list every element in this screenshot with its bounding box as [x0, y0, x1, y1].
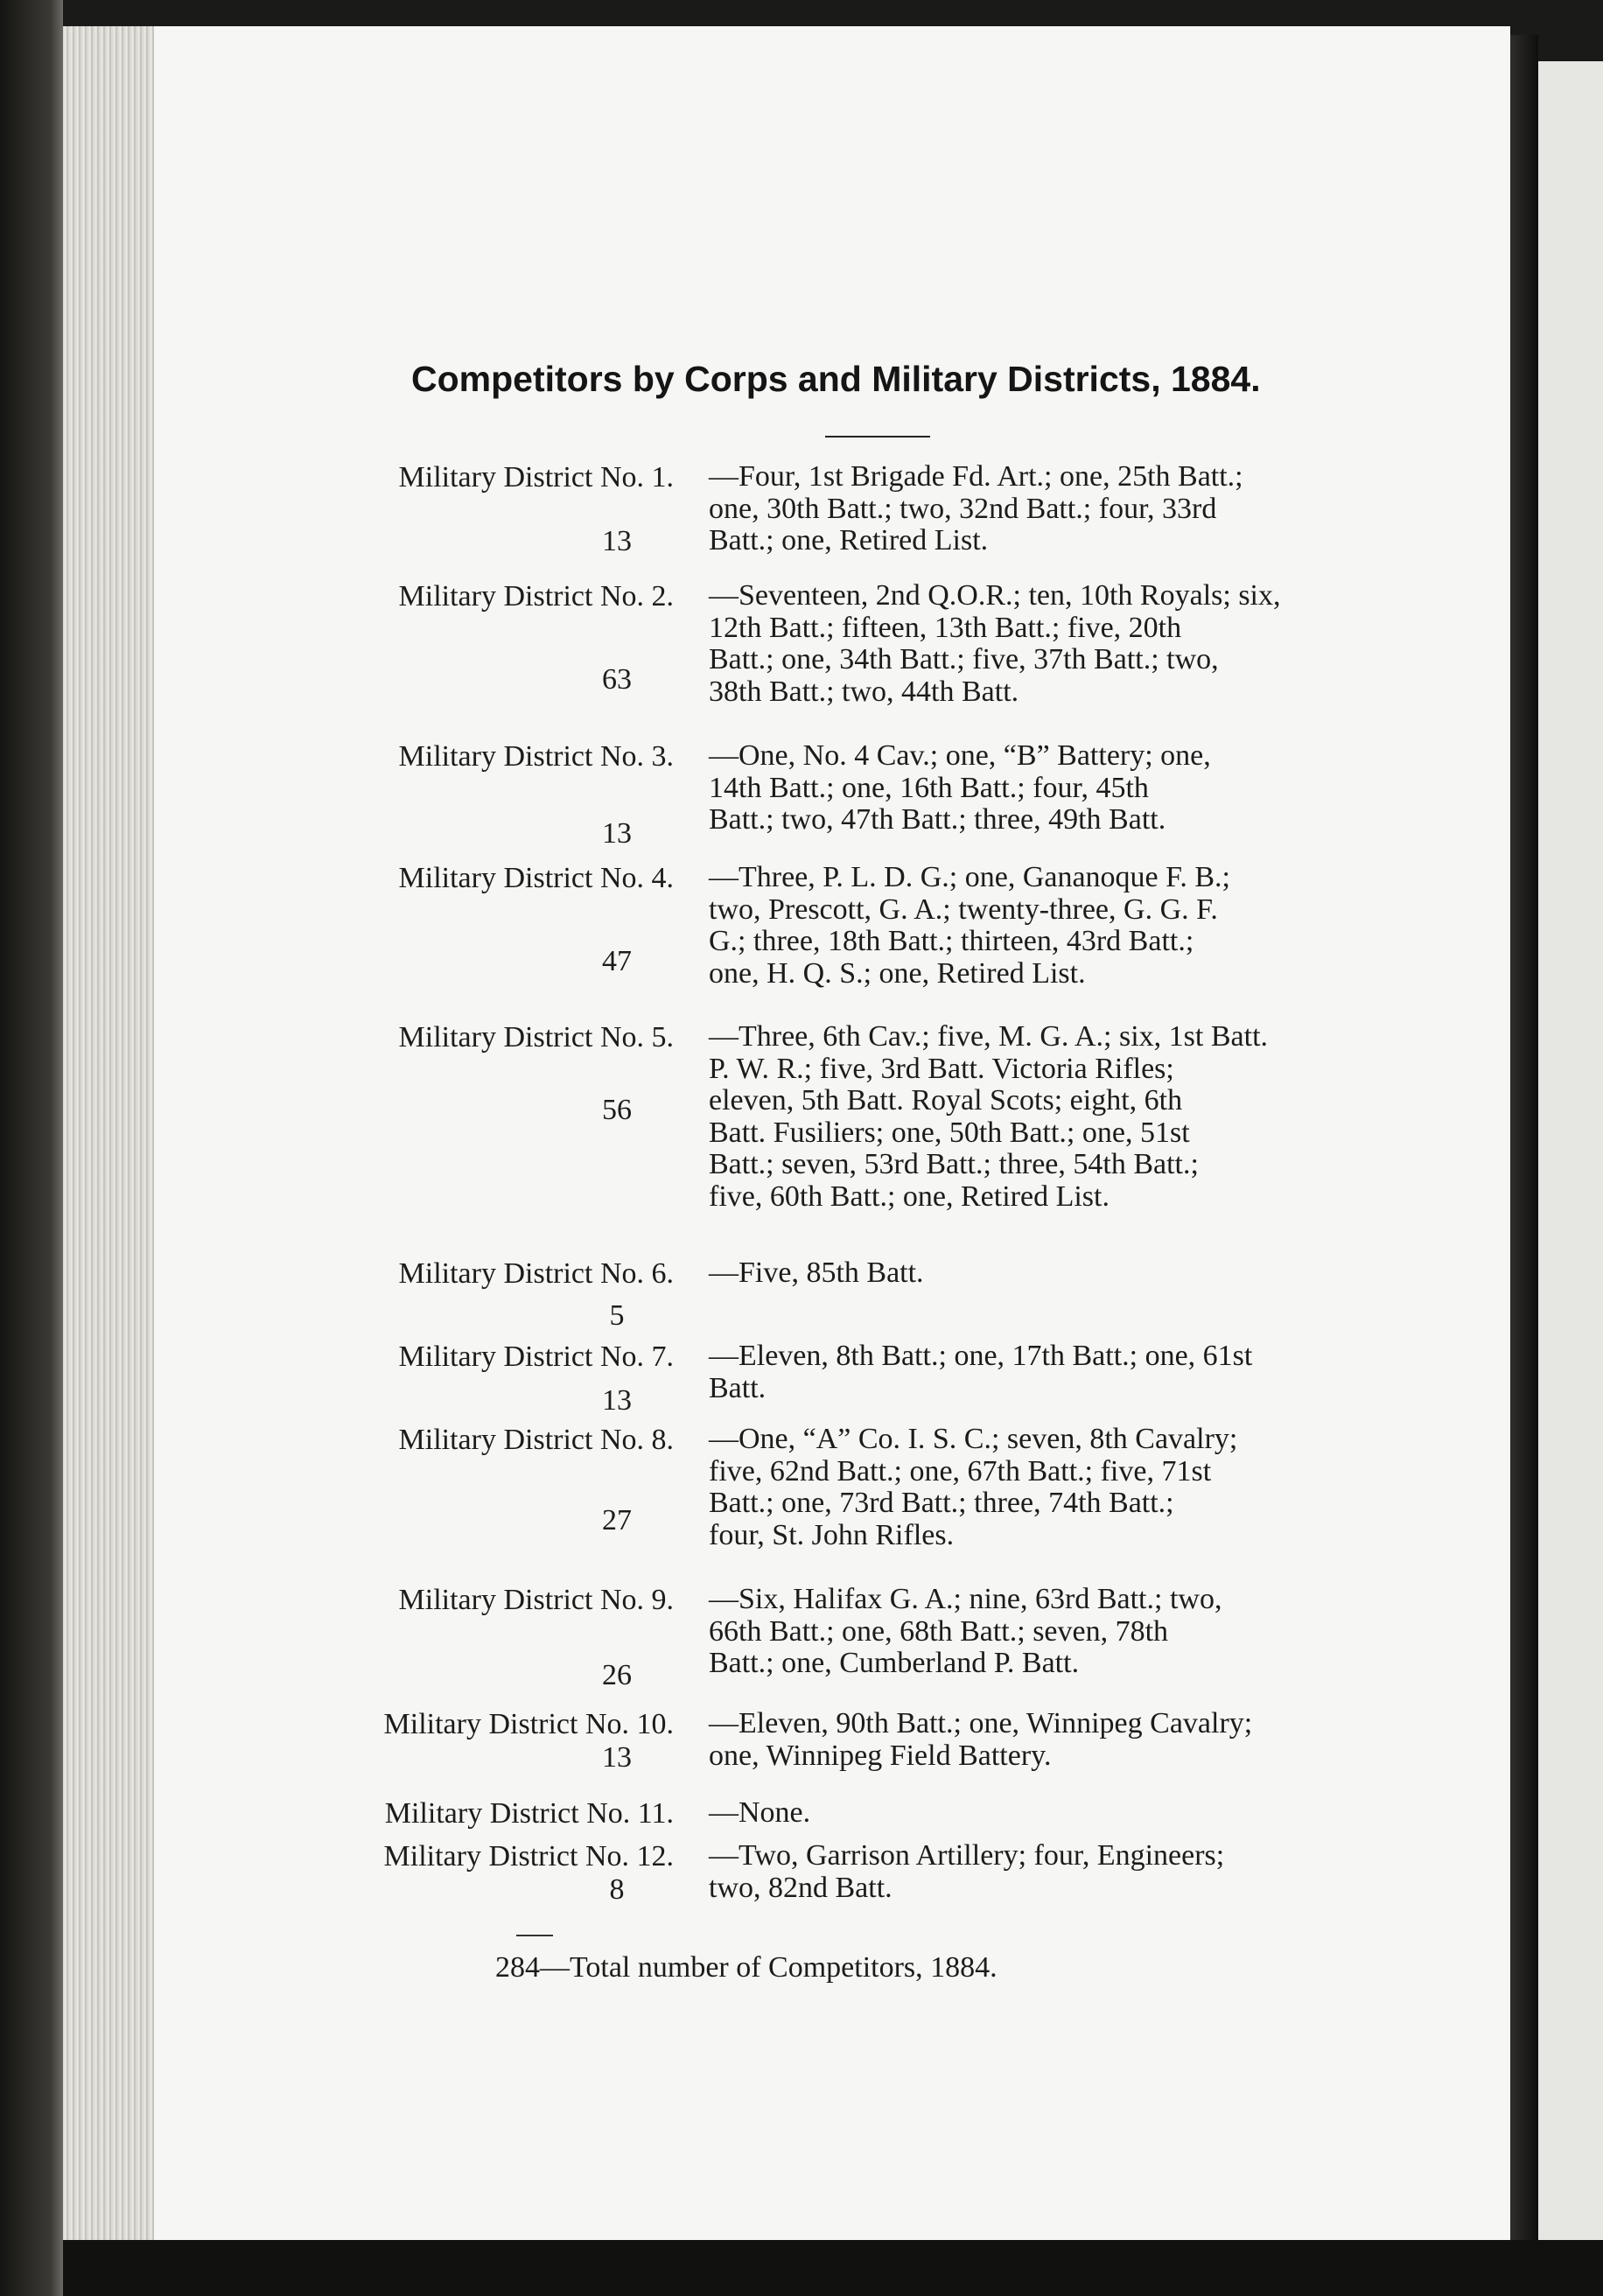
description-line: —One, “A” Co. I. S. C.; seven, 8th Cavalry;: [709, 1423, 1238, 1455]
description-line: Batt.; one, Retired List.: [709, 524, 989, 556]
district-label: Military District No. 2.: [398, 580, 674, 612]
description-line: —Eleven, 90th Batt.; one, Winnipeg Cavalry;: [709, 1707, 1253, 1740]
district-description: [709, 1424, 1409, 1551]
description-line: —None.: [709, 1796, 811, 1829]
district-label: Military District No. 12.: [383, 1840, 674, 1872]
district-entry: [262, 460, 1418, 557]
district-label: Military District No. 8.: [398, 1424, 674, 1456]
description-line: four, St. John Rifles.: [709, 1518, 955, 1551]
competitor-count: 13: [602, 1384, 632, 1417]
district-description: [709, 1340, 1409, 1404]
competitor-count: 13: [602, 1741, 632, 1774]
district-label: Military District No. 1.: [398, 461, 674, 494]
district-entry: [262, 1707, 1418, 1774]
district-description: [709, 862, 1409, 990]
district-label: Military District No. 10.: [383, 1708, 674, 1740]
description-line: Batt.: [709, 1371, 766, 1404]
description-line: one, Winnipeg Field Battery.: [709, 1739, 1052, 1772]
description-line: —Three, P. L. D. G.; one, Gananoque F. B.;: [709, 861, 1230, 893]
description-line: five, 62nd Batt.; one, 67th Batt.; five, 71st: [709, 1454, 1212, 1488]
description-line: eleven, 5th Batt. Royal Scots; eight, 6th: [709, 1084, 1183, 1116]
district-entry: [262, 579, 1418, 708]
description-line: G.; three, 18th Batt.; thirteen, 43rd Batt.;: [709, 925, 1194, 957]
description-line: 14th Batt.; one, 16th Batt.; four, 45th: [709, 771, 1149, 804]
description-line: two, Prescott, G. A.; twenty-three, G. G. F.: [709, 892, 1218, 926]
description-line: —Six, Halifax G. A.; nine, 63rd Batt.; two,: [709, 1583, 1222, 1615]
total-line: 284—Total number of Competitors, 1884.: [495, 1951, 998, 1984]
district-label: Military District No. 9.: [398, 1584, 674, 1616]
competitor-count: 63: [602, 663, 632, 696]
description-line: five, 60th Batt.; one, Retired List.: [709, 1180, 1110, 1213]
district-entry: [262, 1796, 1418, 1830]
district-entry: [262, 861, 1418, 990]
district-entry: [262, 1340, 1418, 1417]
description-line: Batt.; two, 47th Batt.; three, 49th Batt.: [709, 803, 1166, 836]
district-description: [709, 461, 1409, 557]
district-description: [709, 1797, 1409, 1830]
competitor-count: 5: [609, 1299, 625, 1332]
district-description: [709, 740, 1409, 836]
page-stack-edge: [63, 26, 159, 2240]
district-description: [709, 1021, 1409, 1213]
description-line: Batt.; one, 34th Batt.; five, 37th Batt.; two,: [709, 643, 1219, 676]
description-line: —Two, Garrison Artillery; four, Engineers;: [709, 1839, 1225, 1872]
description-line: —Three, 6th Cav.; five, M. G. A.; six, 1st Batt.: [709, 1020, 1269, 1053]
competitor-count: 13: [602, 817, 632, 850]
competitor-count: 13: [602, 525, 632, 557]
description-line: 12th Batt.; fifteen, 13th Batt.; five, 20th: [709, 611, 1182, 644]
competitor-count: 26: [602, 1659, 632, 1691]
district-entry: [262, 1020, 1418, 1213]
district-description: [709, 1840, 1409, 1904]
description-line: 38th Batt.; two, 44th Batt.: [709, 675, 1019, 708]
description-line: one, 30th Batt.; two, 32nd Batt.; four, 33rd: [709, 492, 1217, 525]
description-line: Batt.; one, Cumberland P. Batt.: [709, 1647, 1080, 1679]
district-label: Military District No. 4.: [398, 862, 674, 894]
competitor-count: 27: [602, 1504, 632, 1536]
district-label: Military District No. 5.: [398, 1021, 674, 1054]
book-spine-edge: [0, 0, 63, 2296]
bottom-shadow: [63, 2240, 1603, 2296]
title-rule: [825, 436, 930, 438]
district-label: Military District No. 7.: [398, 1340, 674, 1373]
description-line: —Five, 85th Batt.: [709, 1256, 924, 1289]
description-line: —Eleven, 8th Batt.; one, 17th Batt.; one, 61st: [709, 1340, 1253, 1372]
district-entry: [262, 1583, 1418, 1691]
total-rule: [516, 1935, 553, 1936]
district-entry: [262, 739, 1418, 850]
district-label: Military District No. 6.: [398, 1257, 674, 1290]
competitor-count: 56: [602, 1094, 632, 1126]
page-title: Competitors by Corps and Military Districts, 1884.: [411, 359, 1261, 399]
district-description: [709, 1708, 1409, 1772]
district-description: [709, 1584, 1409, 1680]
facing-page-edge: [1538, 61, 1603, 2249]
district-entry: [262, 1256, 1418, 1332]
description-line: —Four, 1st Brigade Fd. Art.; one, 25th Batt.;: [709, 460, 1243, 493]
description-line: Batt. Fusiliers; one, 50th Batt.; one, 51st: [709, 1116, 1190, 1149]
description-line: Batt.; seven, 53rd Batt.; three, 54th Batt.;: [709, 1148, 1199, 1180]
description-line: two, 82nd Batt.: [709, 1871, 892, 1904]
district-label: Military District No. 11.: [384, 1797, 674, 1830]
district-entry: [262, 1839, 1418, 1906]
competitor-count: 47: [602, 945, 632, 977]
description-line: one, H. Q. S.; one, Retired List.: [709, 956, 1086, 990]
description-line: —Seventeen, 2nd Q.O.R.; ten, 10th Royals; six,: [709, 579, 1281, 612]
competitor-count: 8: [609, 1873, 625, 1906]
district-description: [709, 580, 1409, 708]
description-line: 66th Batt.; one, 68th Batt.; seven, 78th: [709, 1614, 1169, 1648]
description-line: Batt.; one, 73rd Batt.; three, 74th Batt.;: [709, 1487, 1174, 1519]
district-description: [709, 1257, 1409, 1290]
description-line: P. W. R.; five, 3rd Batt. Victoria Rifles;: [709, 1052, 1174, 1085]
book-gutter: [1510, 35, 1538, 2258]
description-line: —One, No. 4 Cav.; one, “B” Battery; one,: [709, 739, 1211, 772]
district-label: Military District No. 3.: [398, 740, 674, 773]
